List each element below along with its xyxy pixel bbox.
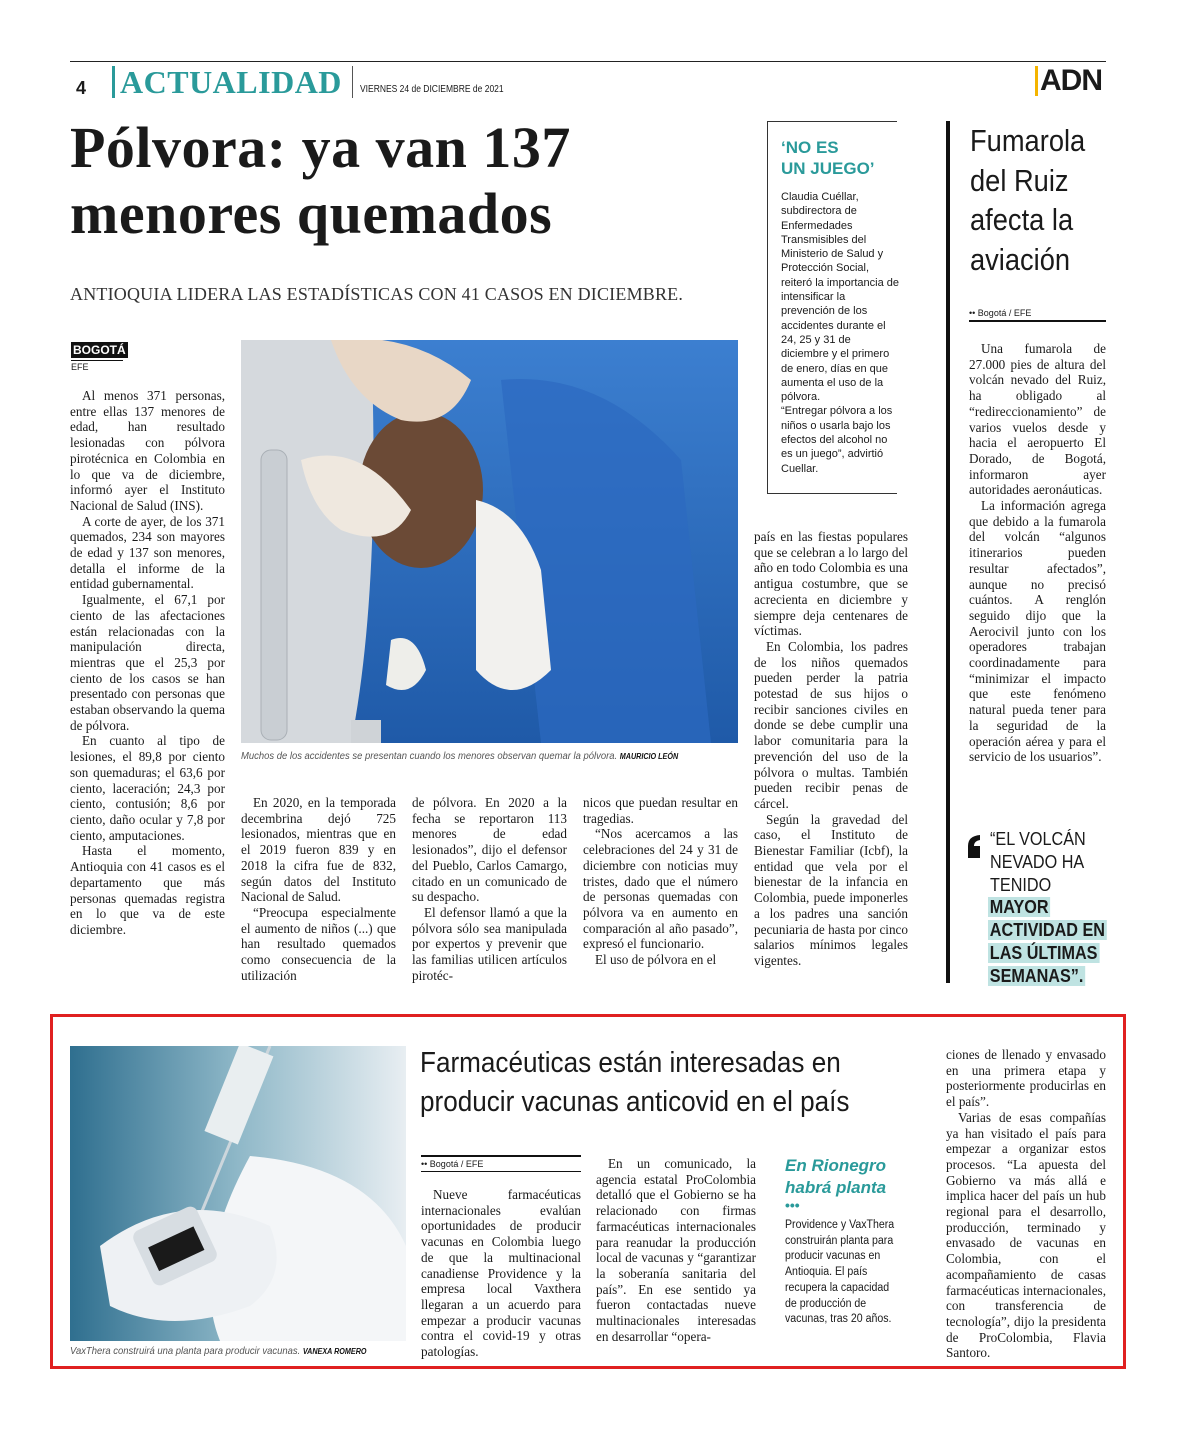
main-column-4 <box>583 795 738 968</box>
paragraph: nicos que puedan resultar en tragedias. <box>583 795 738 826</box>
photo-illustration <box>241 340 738 743</box>
sidebar-dots: ••• <box>785 1197 800 1213</box>
main-column-2 <box>241 795 396 983</box>
paragraph: Al menos 371 personas, entre ellas 137 menores de edad, han resultado lesionadas con pólvora pirotécnica en Colombia en lo que va de diciembre, informó ayer el Instituto Nacional de Salud (INS). <box>70 388 225 513</box>
vaccine-headline: Farmacéuticas están interesadas en producir vacunas anticovid en el país <box>420 1047 850 1118</box>
paragraph: A corte de ayer, de los 371 quemados, 234 son mayores de edad y 137 son menores, detalla el informe de la entidad gubernamental. <box>70 513 225 592</box>
vaccine-column-1 <box>421 1187 581 1360</box>
agency-label: EFE <box>71 360 123 372</box>
burned-child-photo <box>241 340 738 743</box>
main-column-3 <box>412 795 567 983</box>
main-column-5 <box>754 529 908 969</box>
section-title: ACTUALIDAD <box>120 64 342 100</box>
paragraph: Según la gravedad del caso, el Instituto de Bienestar Familiar (Icbf), la entidad que vela por el bienestar de la infancia en Colombia, puede imponerles a los padres una sanción pecuniaria de hasta por cinco salarios mínimos legales vigentes. <box>754 811 908 968</box>
vaccine-column-2 <box>596 1156 756 1344</box>
quote-mark-icon <box>966 828 984 868</box>
sidebar-box-border <box>767 493 897 494</box>
paragraph: Nueve farmacéuticas internacionales evalúan oportunidades de producir vacunas en Colombia luego de que la multinacional canadiense Providence y la empresa local Vaxthera llegaran a un acuerdo para empezar a producir vacunas contra el covid-19 y otras patologías. <box>421 1187 581 1360</box>
pull-quote-highlight <box>988 896 1105 988</box>
photo-caption <box>70 1345 366 1357</box>
caption-text: Muchos de los accidentes se presentan cuando los menores observan quemar la pólvora. <box>241 750 618 762</box>
page-number: 4 <box>76 78 87 98</box>
photo-illustration <box>70 1046 406 1341</box>
fumarola-body <box>969 341 1106 765</box>
paragraph: “Nos acercamos a las celebraciones del 24 y 31 de diciembre con noticias muy tristes, dado que el número de personas quemadas con pólvora va en aumento en comparación al año pasado”, expresó el funcionario. <box>583 826 738 952</box>
sidebar-box-text <box>781 190 901 476</box>
fumarola-headline: Fumarola del Ruiz afecta la aviación <box>970 123 1086 277</box>
adn-logo: ADN <box>1040 64 1102 97</box>
vaccine-column-4 <box>946 1047 1106 1361</box>
main-subhead: ANTIOQUIA LIDERA LAS ESTADÍSTICAS CON 41 CASOS EN DICIEMBRE. <box>70 284 684 304</box>
caption-text: VaxThera construirá una planta para producir vacunas. <box>70 1345 301 1357</box>
vaccine-photo <box>70 1046 406 1341</box>
paragraph: país en las fiestas populares que se celebran a lo largo del año en todo Colombia es una antigua costumbre, que se acrecienta en diciembre y siempre deja centenares de víctimas. <box>754 529 908 639</box>
paragraph: En un comunicado, la agencia estatal ProColombia detalló que el Gobierno se ha relacionado con firmas farmacéuticas internacionales para reanudar la producción local de vacunas y “garantizar la soberanía sanitaria del país”. En ese sentido ya fueron contactadas nueve multinacionales interesadas en desarrollar “opera- <box>596 1156 756 1344</box>
paragraph: “Preocupa especialmente el aumento de niños (...) que han resultado quemados como consecuencia de la utilización <box>241 904 396 983</box>
section-accent-bar <box>112 66 115 98</box>
sidebar-quote: “Entregar pólvora a los niños o usarla bajo los efectos del alcohol no es un juego”, advirtió Cuellar. <box>781 405 893 475</box>
sidebar-box-title <box>781 137 875 179</box>
rionegro-sidebar-text: Providence y VaxThera construirán planta para producir vacunas en Antioquia. El país recupera la capacidad de producción de vacunas, tras 20 años. <box>785 1219 895 1326</box>
paragraph: ciones de llenado y envasado en una primera etapa y posteriormente producirlas en el país”. <box>946 1047 1106 1110</box>
paragraph: Una fumarola de 27.000 pies de altura del volcán nevado del Ruiz, ha obligado al “redireccionamiento” de varios vuelos desde y hacia el aeropuerto El Dorado, de Bogotá, informaron ayer autoridades aeronáuticas. <box>969 341 1106 498</box>
paragraph: El uso de pólvora en el <box>595 952 717 968</box>
main-headline: Pólvora: ya van 137 menores quemados <box>70 115 571 246</box>
photo-credit: VANEXA ROMERO <box>302 1347 367 1356</box>
pull-quote-text: “EL VOLCÁN NEVADO HA TENIDO <box>990 829 1086 895</box>
paragraph: La información agrega que debido a la fumarola del volcán “algunos itinerarios pueden resultar afectados”, aunque no precisó cuántos. A renglón seguido dijo que la Aerocivil junto con los operadores trabajan coordinadamente para “minimizar el impacto que este fenómeno natural pueda tener para la seguridad de la operación aérea y para el servicio de los usuarios”. <box>969 498 1106 765</box>
agency-label: •• Bogotá / EFE <box>421 1155 581 1172</box>
paragraph: En 2020, en la temporada decembrina dejó 725 lesionados, mientras que en el 2019 fueron 839 y en 2018 la cifra fue de 832, según datos del Instituto Nacional de Salud. <box>241 795 396 905</box>
paragraph: El defensor llamó a que la pólvora sólo sea manipulada por expertos y prevenir que las familias utilicen artículos pirotéc- <box>412 904 567 983</box>
sidebar-title-text: En Rionegro habrá planta <box>785 1156 887 1197</box>
paragraph: Varias de esas compañías ya han visitado el país para empezar a organizar estos procesos. “La apuesta del Gobierno va más allá e implica hacer del país un hub regional para el desarrollo, producción, terminado y envasado de vacunas en Colombia, con el acompañamiento de casas farmacéuticas internacionales, con transferencia de tecnología”, dijo la presidenta de ProColombia, Flavia Santoro. <box>946 1109 1106 1361</box>
photo-caption <box>241 750 678 762</box>
issue-date: VIERNES 24 de DICIEMBRE de 2021 <box>360 84 504 95</box>
logo-accent-bar <box>1035 66 1038 96</box>
paragraph: Igualmente, el 67,1 por ciento de las afectaciones están relacionadas con la manipulación directa, mientras que el 25,3 por ciento de los casos se han presentado con personas que estaban observando la quema de pólvora. <box>70 592 225 733</box>
rionegro-sidebar-title <box>785 1155 910 1199</box>
section-separator <box>352 66 353 98</box>
paragraph: En cuanto al tipo de lesiones, el 89,8 por ciento son quemaduras; el 63,6 por ciento, laceración; 24,3 por ciento, contusión; 8,6 por ciento, daño ocular y 7,8 por ciento, amputaciones. <box>70 733 225 843</box>
paragraph: de pólvora. En 2020 a la fecha se reportaron 113 menores de edad lesionados”, dijo el defensor del Pueblo, Carlos Camargo, citado en un comunicado de su despacho. <box>412 795 567 905</box>
highlight-text: MAYOR ACTIVIDAD EN LAS ÚLTIMAS SEMANAS”. <box>989 897 1106 986</box>
sidebar-box-border <box>767 121 897 122</box>
dateline: BOGOTÁ <box>73 343 126 357</box>
sidebar-title-line: ‘NO ES <box>781 138 839 157</box>
sidebar-box-border <box>767 121 768 493</box>
paragraph: Hasta el momento, Antioquia con 41 casos es el departamento que más personas quemadas registra en lo que va de este diciembre. <box>70 843 225 937</box>
header-rule <box>70 61 1106 62</box>
agency-label: •• Bogotá / EFE <box>969 308 1106 322</box>
sidebar-paragraph: Claudia Cuéllar, subdirectora de Enfermedades Transmisibles del Ministerio de Salud y Protección Social, reiteró la importancia de intensificar la prevención de los accidentes durante el 24, 25 y 31 de diciembre y el primero de enero, días en que aumenta el uso de la pólvora. <box>781 191 900 404</box>
sidebar-title-line: UN JUEGO’ <box>781 159 875 178</box>
paragraph: En Colombia, los padres de los niños quemados pueden perder la patria potestad de sus hijos o recibir sanciones civiles en donde se debe cumplir una labor comunitaria para la prevención del uso de la pólvora o multas. También pueden recibir penas de cárcel. <box>754 638 908 811</box>
main-column-1 <box>70 388 225 938</box>
photo-credit: MAURICIO LEÓN <box>619 752 679 761</box>
column-rule <box>946 121 950 983</box>
